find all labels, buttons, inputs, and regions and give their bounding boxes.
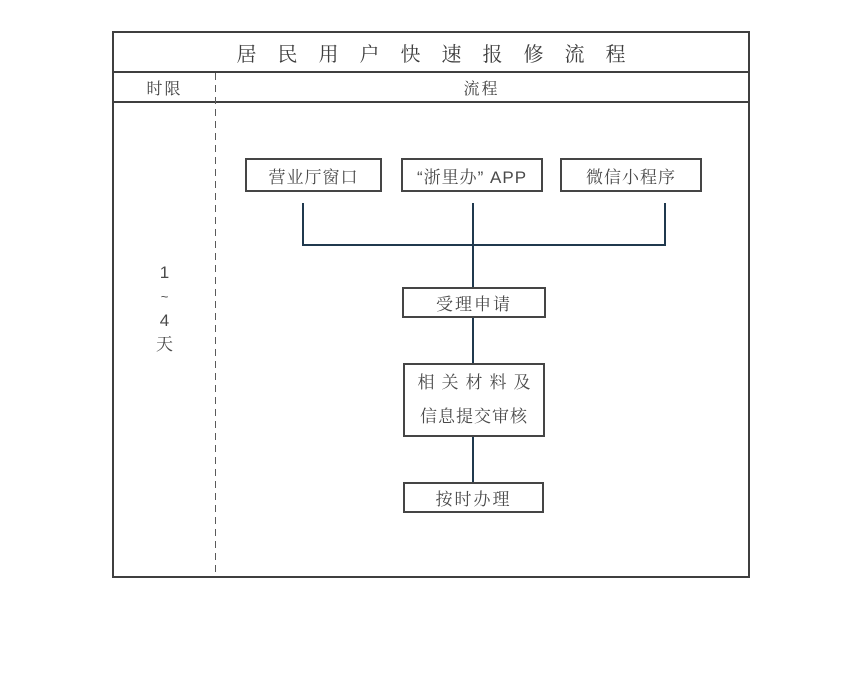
node-wechat-mini-program: 微信小程序 (560, 158, 702, 192)
connector-merge-line (302, 244, 666, 246)
time-limit-value (114, 261, 215, 357)
node-business-hall-window: 营业厅窗口 (245, 158, 382, 192)
connector-to-accept (472, 246, 474, 287)
connector-to-handle (472, 437, 474, 482)
column-header-time-limit: 时限 (114, 73, 215, 103)
page-title: 居民用户快速报修流程 (114, 33, 748, 73)
time-limit-line-2: ~ (160, 289, 169, 304)
connector-stub-right (664, 203, 666, 245)
time-limit-line-3: 4 (159, 311, 170, 330)
column-header-process: 流程 (215, 73, 748, 103)
materials-review-line-2: 信息提交审核 (420, 407, 528, 426)
connector-stub-left (302, 203, 304, 245)
node-zheliban-app: “浙里办” APP (401, 158, 543, 192)
node-handle-on-time: 按时办理 (403, 482, 544, 513)
node-accept-application: 受理申请 (402, 287, 546, 318)
materials-review-line-1: 相关材料及 (417, 373, 538, 392)
connector-to-materials (472, 318, 474, 363)
flowchart-table (112, 31, 750, 578)
node-materials-review (403, 363, 545, 437)
time-limit-line-1: 1 (159, 263, 170, 282)
column-divider-dashed (215, 73, 216, 576)
connector-stub-center (472, 203, 474, 245)
time-limit-line-4: 天 (156, 335, 173, 354)
